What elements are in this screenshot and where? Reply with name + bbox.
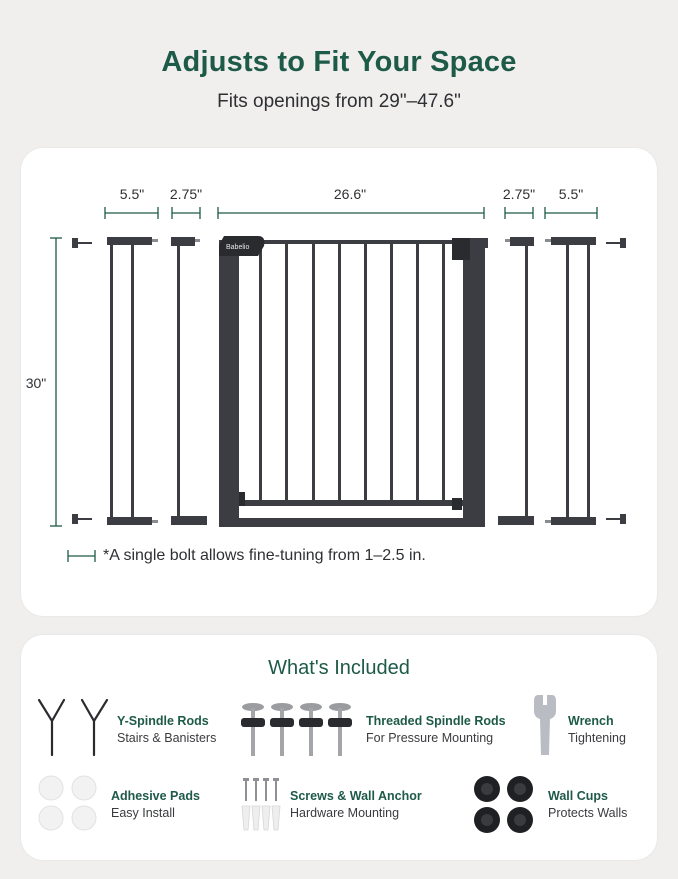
gate-brand-text: Babelio [226,244,250,251]
item-name-wall-cups: Wall Cups [548,789,608,803]
item-name-screws-wall-anchor: Screws & Wall Anchor [290,789,422,803]
dim-left-small-extension: 2.75" [169,186,203,202]
screws-icon [238,776,282,832]
item-desc-adhesive-pads: Easy Install [111,806,175,820]
item-name-wrench: Wrench [568,714,614,728]
threaded-spindle-rods-icon [236,700,356,756]
dim-gate-width: 26.6" [333,186,367,202]
dim-left-extension: 5.5" [119,186,145,202]
right-extension-5-5 [545,237,596,525]
y-spindle-rods-icon [36,697,112,759]
item-desc-threaded-spindle-rods: For Pressure Mounting [366,731,494,745]
item-name-y-spindle-rods: Y-Spindle Rods [117,714,209,728]
wall-cups-icon [472,774,536,836]
item-desc-screws-wall-anchor: Hardware Mounting [290,806,400,820]
wrench-icon [530,693,560,757]
dim-height: 30" [25,375,47,391]
page-title: Adjusts to Fit Your Space [161,46,517,78]
main-gate [219,236,488,527]
adhesive-pads-icon [36,774,100,832]
right-pressure-bolts [606,238,626,524]
item-desc-wall-cups: Protects Walls [548,806,628,820]
dim-right-extension: 5.5" [558,186,584,202]
dim-right-small-extension: 2.75" [502,186,536,202]
item-name-threaded-spindle-rods: Threaded Spindle Rods [366,714,506,728]
item-desc-y-spindle-rods: Stairs & Banisters [117,731,217,745]
right-extension-2-75 [498,237,534,525]
item-name-adhesive-pads: Adhesive Pads [111,789,200,803]
fine-tuning-note: *A single bolt allows fine-tuning from 1–2.5 in. [103,547,426,564]
left-extension-2-75 [171,237,207,525]
left-extension-5-5 [107,237,158,525]
item-desc-wrench: Tightening [568,731,626,745]
whats-included-title: What's Included [268,657,410,679]
left-pressure-bolts [72,238,92,524]
page-subtitle: Fits openings from 29"–47.6" [217,91,461,112]
